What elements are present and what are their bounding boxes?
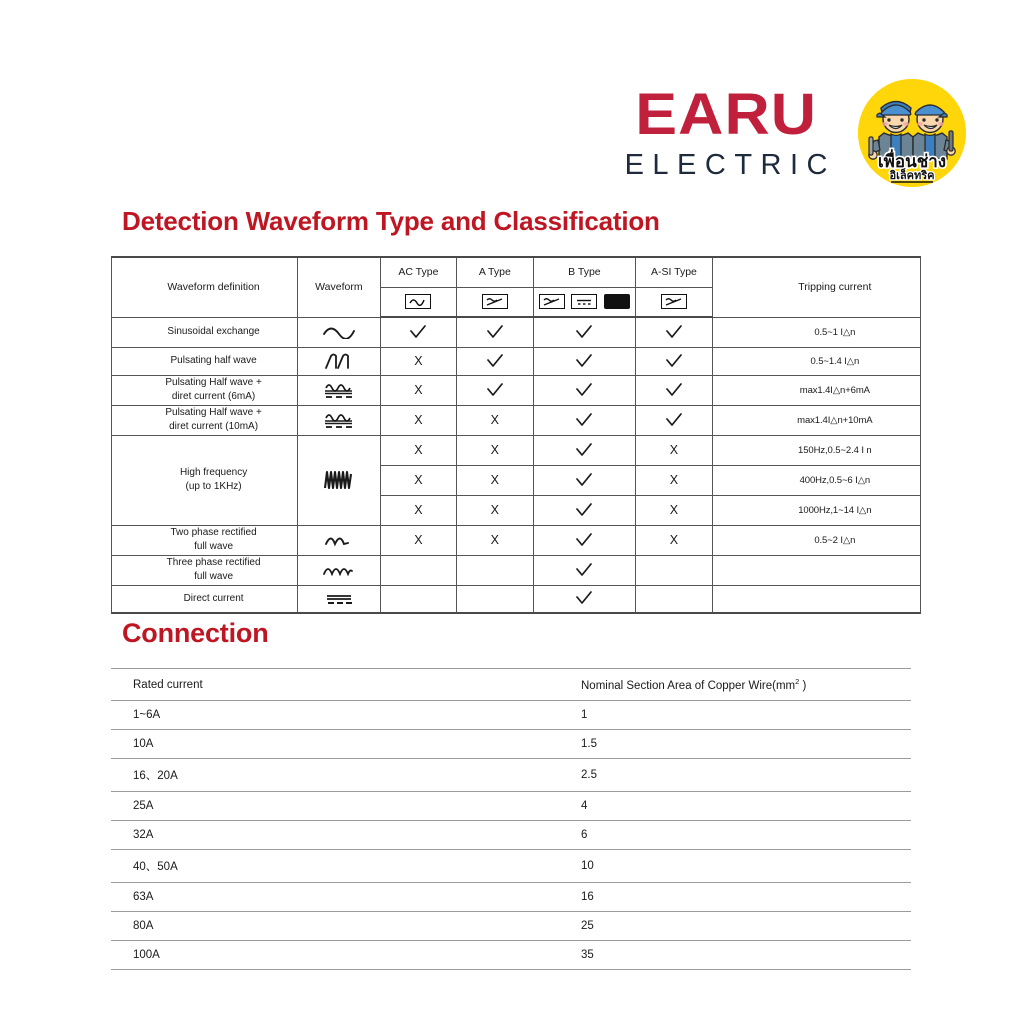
mark-ac: X bbox=[380, 375, 456, 405]
row-tripping-current: 1000Hz,1~14 I△n bbox=[712, 495, 920, 525]
cell-section-area: 1 bbox=[573, 701, 911, 730]
mark-a: X bbox=[457, 495, 533, 525]
pulsating-plus-dc-icon bbox=[298, 375, 381, 405]
table-row bbox=[112, 525, 921, 555]
pulsating-half-wave-icon bbox=[298, 347, 381, 375]
connection-section-title: Connection bbox=[122, 618, 269, 648]
cell-rated-current: 16、20A bbox=[111, 759, 573, 792]
cell-section-area: 16 bbox=[573, 883, 911, 912]
row-tripping-current: 0.5~2 I△n bbox=[712, 525, 920, 555]
table-row bbox=[112, 347, 921, 375]
table-row bbox=[111, 941, 911, 970]
cell-section-area: 10 bbox=[573, 850, 911, 883]
header-asi-type: A-SI Type bbox=[636, 257, 712, 287]
mark-asi: X bbox=[636, 435, 712, 465]
mark-asi bbox=[636, 585, 712, 613]
mark-a bbox=[457, 317, 533, 347]
mark-a bbox=[457, 585, 533, 613]
direct-current-icon bbox=[298, 585, 381, 613]
waveform-section-title: Detection Waveform Type and Classification bbox=[122, 206, 660, 236]
mark-asi: X bbox=[636, 495, 712, 525]
row-tripping-current: 0.5~1.4 I△n bbox=[712, 347, 920, 375]
header-b-type: B Type bbox=[533, 257, 636, 287]
table-row bbox=[111, 701, 911, 730]
table-row bbox=[112, 317, 921, 347]
row-definition bbox=[112, 435, 298, 525]
cell-section-area: 25 bbox=[573, 912, 911, 941]
cell-rated-current: 1~6A bbox=[111, 701, 573, 730]
mark-b bbox=[533, 405, 636, 435]
table-row bbox=[111, 759, 911, 792]
waveform-classification-table bbox=[111, 256, 921, 614]
header-logo-area bbox=[0, 72, 1024, 194]
mark-b bbox=[533, 555, 636, 585]
table-row bbox=[111, 792, 911, 821]
mark-ac: X bbox=[380, 435, 456, 465]
pulsating-dc-box-icon bbox=[661, 294, 687, 309]
mark-b bbox=[533, 317, 636, 347]
header-a-type: A Type bbox=[457, 257, 533, 287]
table-row bbox=[112, 405, 921, 435]
mark-b bbox=[533, 585, 636, 613]
mark-a bbox=[457, 375, 533, 405]
row-definition-line1: Pulsating Half wave + bbox=[165, 406, 262, 418]
pulsating-dc-box-icon bbox=[482, 294, 508, 309]
mark-a: X bbox=[457, 435, 533, 465]
earu-brand-logo bbox=[617, 82, 836, 181]
row-definition bbox=[112, 555, 298, 585]
mark-b bbox=[533, 347, 636, 375]
table-row bbox=[111, 912, 911, 941]
row-definition-line2: diret current (10mA) bbox=[169, 421, 259, 432]
cell-rated-current: 32A bbox=[111, 821, 573, 850]
row-definition-line2: diret current (6mA) bbox=[171, 391, 256, 402]
mark-ac: X bbox=[380, 405, 456, 435]
header-waveform-definition: Waveform definition bbox=[112, 257, 298, 317]
mark-asi: X bbox=[636, 465, 712, 495]
table-header-row-1 bbox=[112, 257, 921, 287]
mark-ac bbox=[380, 585, 456, 613]
row-definition bbox=[112, 405, 298, 435]
row-definition: Pulsating half wave bbox=[112, 347, 298, 375]
mark-asi: X bbox=[636, 525, 712, 555]
cell-rated-current: 100A bbox=[111, 941, 573, 970]
cell-section-area: 2.5 bbox=[573, 759, 911, 792]
ac-sine-box-icon bbox=[405, 294, 431, 309]
cell-rated-current: 40、50A bbox=[111, 850, 573, 883]
connection-table bbox=[111, 668, 911, 970]
cell-section-area: 4 bbox=[573, 792, 911, 821]
cell-rated-current: 80A bbox=[111, 912, 573, 941]
mark-b bbox=[533, 465, 636, 495]
header-nominal-main: Nominal Section Area of Copper Wire(mm bbox=[581, 680, 796, 692]
row-tripping-current bbox=[712, 555, 920, 585]
symbol-cell-a bbox=[457, 287, 533, 317]
table-header-row bbox=[111, 669, 911, 701]
cell-section-area: 1.5 bbox=[573, 730, 911, 759]
row-tripping-current: 400Hz,0.5~6 I△n bbox=[712, 465, 920, 495]
cell-rated-current: 10A bbox=[111, 730, 573, 759]
cell-rated-current: 25A bbox=[111, 792, 573, 821]
table-row bbox=[111, 850, 911, 883]
mark-b bbox=[533, 375, 636, 405]
dc-solid-box-icon bbox=[604, 294, 630, 309]
table-row bbox=[111, 883, 911, 912]
row-definition bbox=[112, 525, 298, 555]
table-row bbox=[112, 585, 921, 613]
high-frequency-icon bbox=[298, 435, 381, 525]
symbol-cell-ac bbox=[380, 287, 456, 317]
mark-ac: X bbox=[380, 495, 456, 525]
badge-thai-line2: อิเล็คทริค bbox=[889, 169, 935, 182]
header-tripping-current: Tripping current bbox=[712, 257, 920, 317]
table-row bbox=[111, 821, 911, 850]
header-nominal-section-area bbox=[573, 669, 911, 701]
mark-a bbox=[457, 555, 533, 585]
mark-ac bbox=[380, 555, 456, 585]
mark-a: X bbox=[457, 465, 533, 495]
row-definition-line2: full wave bbox=[194, 571, 234, 582]
brand-subtitle: ELECTRIC bbox=[624, 149, 836, 181]
mark-b bbox=[533, 525, 636, 555]
row-definition: Sinusoidal exchange bbox=[112, 317, 298, 347]
mark-b bbox=[533, 435, 636, 465]
cell-section-area: 35 bbox=[573, 941, 911, 970]
row-definition-line1: Pulsating Half wave + bbox=[165, 376, 262, 388]
mark-asi bbox=[636, 347, 712, 375]
header-nominal-superscript: 2 bbox=[795, 677, 800, 686]
mark-asi bbox=[636, 405, 712, 435]
three-phase-rectified-icon bbox=[298, 555, 381, 585]
header-nominal-tail: ) bbox=[799, 680, 807, 692]
row-definition-line1: Two phase rectified bbox=[170, 526, 257, 538]
header-ac-type: AC Type bbox=[380, 257, 456, 287]
mark-b bbox=[533, 495, 636, 525]
mark-asi bbox=[636, 317, 712, 347]
row-definition-line2: (up to 1KHz) bbox=[185, 481, 242, 492]
dc-dashed-box-icon bbox=[571, 294, 597, 309]
mark-a: X bbox=[457, 405, 533, 435]
table-row bbox=[112, 435, 921, 465]
row-definition bbox=[112, 375, 298, 405]
cell-section-area: 6 bbox=[573, 821, 911, 850]
row-definition-line2: full wave bbox=[194, 541, 234, 552]
row-tripping-current: 150Hz,0.5~2.4 I n bbox=[712, 435, 920, 465]
header-waveform: Waveform bbox=[298, 257, 381, 317]
row-tripping-current: 0.5~1 I△n bbox=[712, 317, 920, 347]
cell-rated-current: 63A bbox=[111, 883, 573, 912]
mark-ac bbox=[380, 317, 456, 347]
mark-asi bbox=[636, 555, 712, 585]
symbol-cell-asi bbox=[636, 287, 712, 317]
mark-ac: X bbox=[380, 347, 456, 375]
row-tripping-current: max1.4I△n+6mA bbox=[712, 375, 920, 405]
row-definition-line1: High frequency bbox=[179, 466, 248, 478]
table-row bbox=[112, 375, 921, 405]
table-row bbox=[111, 730, 911, 759]
mark-a bbox=[457, 347, 533, 375]
badge-thai-line1: เพื่อนช่าง bbox=[877, 152, 947, 172]
symbol-cell-b bbox=[533, 287, 636, 317]
two-phase-rectified-icon bbox=[298, 525, 381, 555]
header-rated-current: Rated current bbox=[111, 669, 573, 701]
sine-wave-icon bbox=[298, 317, 381, 347]
table-row bbox=[112, 555, 921, 585]
thai-technician-badge-icon bbox=[858, 79, 966, 187]
mark-ac: X bbox=[380, 525, 456, 555]
row-tripping-current bbox=[712, 585, 920, 613]
mark-a: X bbox=[457, 525, 533, 555]
mark-asi bbox=[636, 375, 712, 405]
brand-name: EARU bbox=[635, 82, 818, 147]
row-definition: Direct current bbox=[112, 585, 298, 613]
pulsating-dc-box-icon bbox=[539, 294, 565, 309]
mark-ac: X bbox=[380, 465, 456, 495]
pulsating-plus-dc-icon bbox=[298, 405, 381, 435]
row-tripping-current: max1.4I△n+10mA bbox=[712, 405, 920, 435]
row-definition-line1: Three phase rectified bbox=[166, 556, 261, 568]
